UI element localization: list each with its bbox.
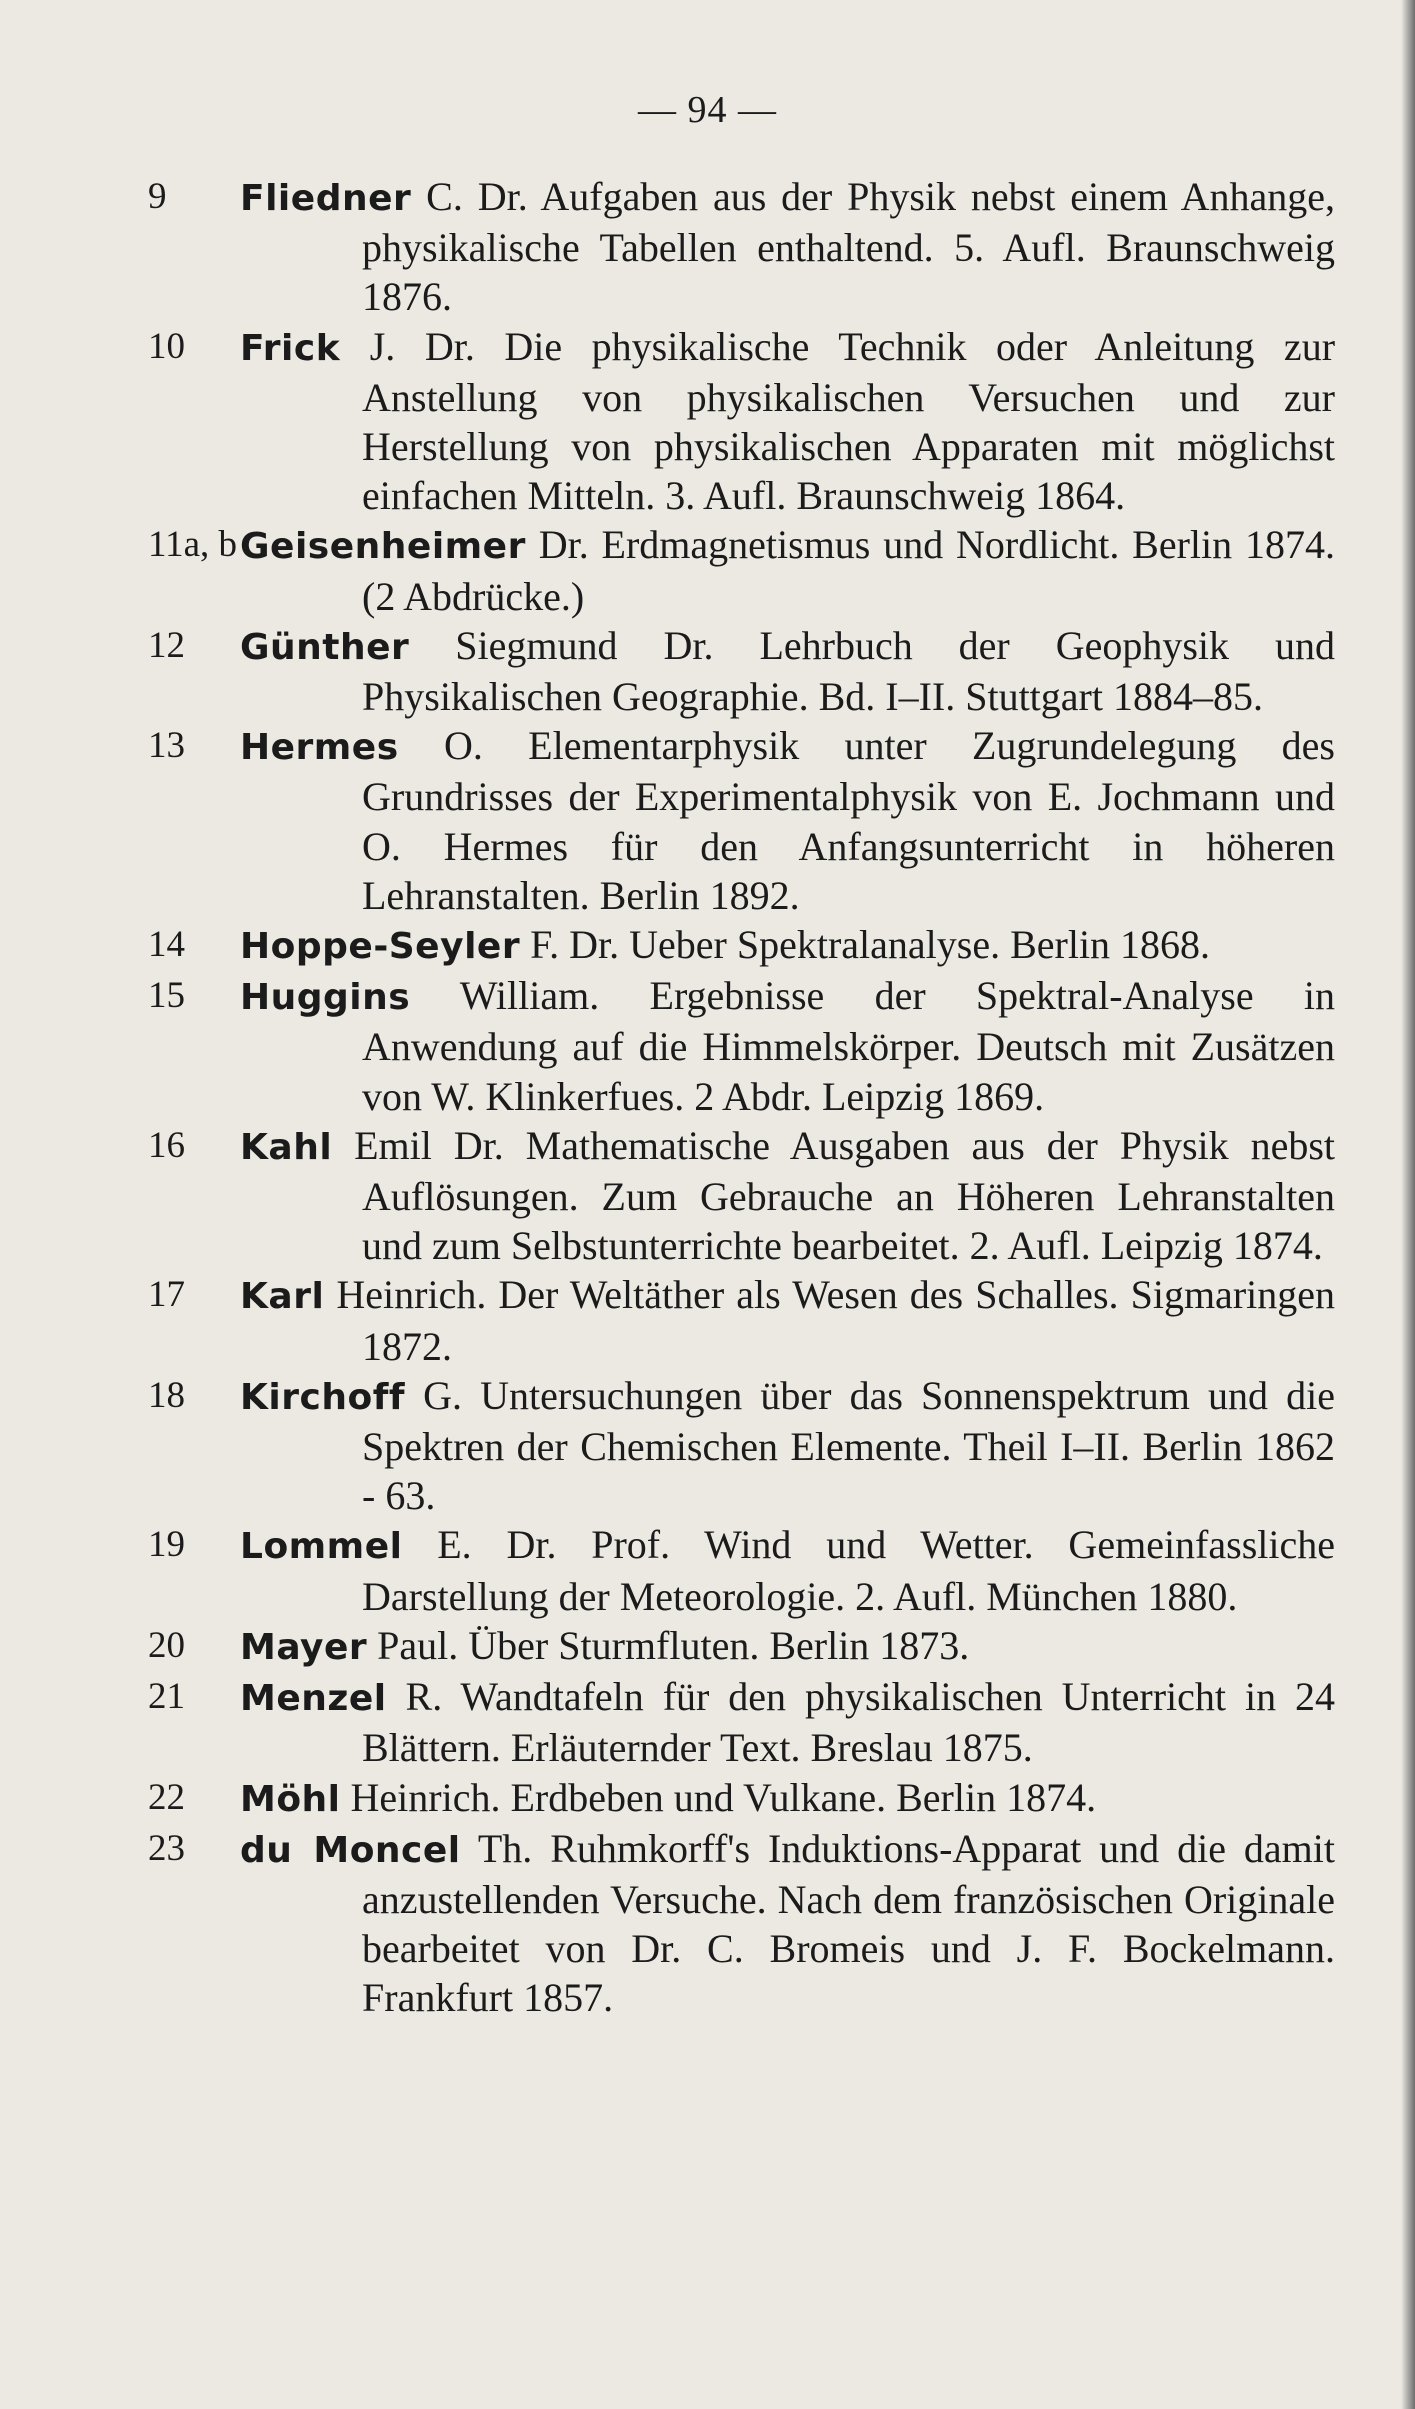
author-name: Frick: [240, 327, 341, 369]
bibliography-entry: [0, 520, 1415, 620]
entry-number: 15: [148, 975, 185, 1017]
bibliography-entry: [0, 172, 1415, 322]
entry-text: Paul. Über Sturmfluten. Berlin 1873.: [377, 1622, 970, 1668]
bibliography-entry: [0, 621, 1415, 721]
author-name: Günther: [240, 626, 410, 668]
page-edge-shadow: [1401, 0, 1415, 2409]
author-name: Kahl: [240, 1126, 333, 1168]
entry-text: J. Dr. Die physikalische Technik oder Anleitung zur Anstellung von physikalischen Versuchen und zur Herstellung von physikalischen Apparaten mit möglichst einfachen Mitteln. 3. Aufl. Braunschweig 1864.: [362, 323, 1336, 519]
bibliography-entry: [0, 1621, 1415, 1672]
entry-number: 10: [148, 325, 185, 367]
entry-number: 13: [148, 725, 185, 767]
entry-number: 12: [148, 624, 185, 666]
entry-number: 18: [148, 1374, 185, 1416]
entry-text: O. Elementarphysik unter Zugrundelegung des Grundrisses der Experimentalphysik von E. Jochmann und O. Hermes für den Anfangsunterricht in höheren Lehranstalten. Berlin 1892.: [362, 723, 1335, 918]
entry-text: F. Dr. Ueber Spektralanalyse. Berlin 1868.: [530, 922, 1211, 968]
bibliography-entry: [0, 1371, 1415, 1521]
page-number: — 94 —: [638, 89, 777, 131]
bibliography-list: [0, 172, 1415, 2023]
author-name: Huggins: [240, 977, 411, 1019]
entry-text: E. Dr. Prof. Wind und Wetter. Gemeinfassliche Darstellung der Meteorologie. 2. Aufl. München 1880.: [362, 1522, 1335, 1619]
entry-number: 20: [148, 1624, 185, 1666]
author-name: Mayer: [240, 1626, 368, 1668]
entry-number: 9: [148, 176, 167, 217]
bibliography-entry: [0, 1520, 1415, 1620]
bibliography-entry: [0, 1773, 1415, 1824]
entry-text: Dr. Erdmagnetismus und Nordlicht. Berlin 1874. (2 Abdrücke.): [362, 522, 1335, 619]
author-name: Geisenheimer: [240, 526, 526, 568]
entry-number: 14: [148, 924, 185, 966]
author-name: du Moncel: [240, 1829, 461, 1871]
bibliography-entry: [0, 721, 1415, 920]
author-name: Lommel: [240, 1526, 403, 1568]
author-name: Kirchoff: [240, 1376, 406, 1418]
author-name: Möhl: [240, 1778, 341, 1820]
author-name: Karl: [240, 1276, 325, 1318]
entry-text: Heinrich. Erdbeben und Vulkane. Berlin 1874.: [350, 1774, 1097, 1820]
author-name: Hoppe-Seyler: [240, 926, 521, 968]
entry-text: William. Ergebnisse der Spektral-Analyse in Anwendung auf die Himmelskörper. Deutsch mit Zusätzen von W. Klinkerfues. 2 Abdr. Leipzig 1869.: [362, 973, 1336, 1119]
entry-text: Emil Dr. Mathematische Ausgaben aus der Physik nebst Auflösungen. Zum Gebrauche an Höheren Lehranstalten und zum Selbstunterrichte bearbeitet. 2. Aufl. Leipzig 1874.: [354, 1122, 1336, 1269]
author-name: Hermes: [240, 727, 399, 769]
entry-text: Th. Ruhmkorff's Induktions-Apparat und die damit anzustellenden Versuche. Nach dem französischen Originale bearbeitet von Dr. C. Bromeis und J. F. Bockelmann. Frankfurt 1857.: [362, 1825, 1336, 2021]
bibliography-entry: [0, 971, 1415, 1121]
author-name: Fliedner: [240, 178, 412, 219]
entry-number: 16: [148, 1124, 185, 1166]
entry-text: G. Untersuchungen über das Sonnenspektrum und die Spektren der Chemischen Elemente. Theil I–II. Berlin 1862 - 63.: [362, 1372, 1336, 1519]
entry-number: 11a, b: [148, 524, 238, 566]
entry-text: R. Wandtafeln für den physikalischen Unterricht in 24 Blättern. Erläuternder Text. Breslau 1875.: [362, 1674, 1335, 1771]
bibliography-entry: [0, 1121, 1415, 1271]
entry-number: 17: [148, 1274, 185, 1316]
entry-text: C. Dr. Aufgaben aus der Physik nebst einem Anhange, physikalische Tabellen enthaltend. 5. Aufl. Braunschweig 1876.: [362, 174, 1335, 320]
entry-number: 19: [148, 1524, 185, 1566]
entry-text: Siegmund Dr. Lehrbuch der Geophysik und Physikalischen Geographie. Bd. I–II. Stuttgart 1884–85.: [362, 622, 1335, 720]
bibliography-entry: [0, 1672, 1415, 1772]
bibliography-entry: [0, 1270, 1415, 1370]
entry-number: 23: [148, 1827, 185, 1869]
bibliography-entry: [0, 322, 1415, 521]
author-name: Menzel: [240, 1678, 387, 1720]
entry-number: 21: [148, 1676, 185, 1718]
bibliography-entry: [0, 920, 1415, 971]
entry-text: Heinrich. Der Weltäther als Wesen des Schalles. Sigmaringen 1872.: [336, 1272, 1336, 1369]
entry-number: 22: [148, 1776, 185, 1818]
bibliography-entry: [0, 1824, 1415, 2023]
